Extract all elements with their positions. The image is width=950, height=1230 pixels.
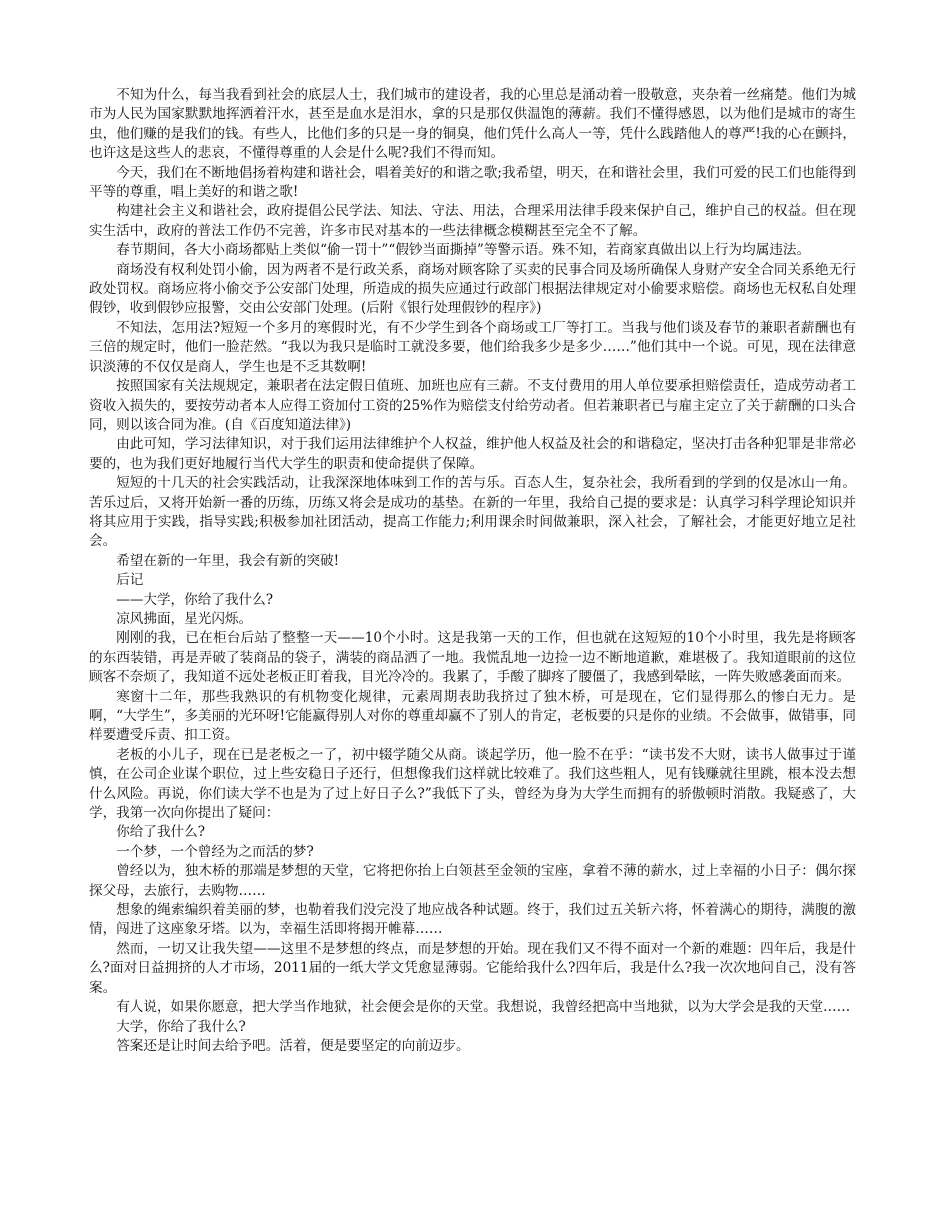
paragraph: 不知法，怎用法?短短一个多月的寒假时光，有不少学生到各个商场或工厂等打工。当我与他们谈及春节的兼职者薪酬也有三倍的规定时，他们一脸茫然。“我以为我只是临时工就没多要，他们给我多少是多少……”他们其中一个说。可见，现在法律意识淡薄的不仅仅是商人，学生也是不乏其数啊! [89, 319, 856, 375]
paragraph: 曾经以为，独木桥的那端是梦想的天堂，它将把你抬上白领甚至金领的宝座，拿着不薄的薪水，过上幸福的小日子：偶尔探探父母，去旅行，去购物…… [89, 863, 856, 899]
paragraph: 商场没有权利处罚小偷，因为两者不是行政关系，商场对顾客除了买卖的民事合同及场所确保人身财产安全合同关系绝无行政处罚权。商场应将小偷交予公安部门处理，所造成的损失应通过行政部门根据法律规定对小偷要求赔偿。商场也无权私自处理假钞，收到假钞应报警，交由公安部门处理。(后附《银行处理假钞的程序》) [89, 261, 856, 317]
section-subtitle: ——大学，你给了我什么? [116, 591, 274, 608]
paragraph: 刚刚的我，已在柜台后站了整整一天——10个小时。这是我第一天的工作，但也就在这短短的10个小时里，我先是将顾客的东西装错，再是弄破了装商品的袋子，满装的商品洒了一地。我慌乱地一边捡一边不断地道歉，难堪极了。我知道眼前的这位顾客不奈烦了，我知道不远处老板正盯着我，目光冷冷的。我累了，手酸了脚疼了腰僵了，我感到晕眩，一阵失败感袭面而来。 [89, 630, 856, 686]
paragraph: 大学，你给了我什么? [116, 1018, 246, 1035]
paragraph: 今天，我们在不断地倡扬着构建和谐社会，唱着美好的和谐之歌;我希望，明天，在和谐社会里，我们可爱的民工们也能得到平等的尊重，唱上美好的和谐之歌! [89, 164, 856, 201]
paragraph: 你给了我什么? [116, 824, 206, 841]
paragraph: 答案还是让时间去给予吧。活着，便是要坚定的向前迈步。 [116, 1037, 470, 1054]
paragraph: 不知为什么，每当我看到社会的底层人士，我们城市的建设者，我的心里总是涌动着一股敬意，夹杂着一丝痛楚。他们为城市为人民为国家默默地挥洒着汗水，甚至是血水是泪水，拿的只是那仅供温饱的薄薪。我们不懂得感恩，以为他们是城市的寄生虫，他们赚的是我们的钱。有些人，比他们多的只是一身的铜臭，他们凭什么高人一等，凭什么践踏他人的尊严!我的心在颤抖，也许这是这些人的悲哀，不懂得尊重的人会是什么呢?我们不得而知。 [89, 87, 856, 162]
paragraph: 有人说，如果你愿意，把大学当作地狱，社会便会是你的天堂。我想说，我曾经把高中当地狱，以为大学会是我的天堂…… [116, 999, 851, 1016]
paragraph: 构建社会主义和谐社会，政府提倡公民学法、知法、守法、用法，合理采用法律手段来保护自己，维护自己的权益。但在现实生活中，政府的普法工作仍不完善，许多市民对基本的一些法律概念模糊甚至完全不了解。 [89, 203, 856, 239]
section-heading: 后记 [116, 572, 144, 589]
paragraph: 由此可知，学习法律知识，对于我们运用法律维护个人权益，维护他人权益及社会的和谐稳定，坚决打击各种犯罪是非常必要的，也为我们更好地履行当代大学生的职责和使命提供了保障。 [89, 436, 856, 472]
paragraph: 短短的十几天的社会实践活动，让我深深地体味到工作的苦与乐。百态人生，复杂社会，我所看到的学到的仅是冰山一角。苦乐过后，又将开始新一番的历练，历练又将会是成功的基垫。在新的一年里，我给自己提的要求是：认真学习科学理论知识并将其应用于实践，指导实践;积极参加社团活动，提高工作能力;利用课余时间做兼职，深入社会，了解社会，才能更好地立足社会。 [89, 475, 856, 550]
paragraph: 希望在新的一年里，我会有新的突破! [116, 552, 340, 569]
paragraph: 然而，一切又让我失望——这里不是梦想的终点，而是梦想的开始。现在我们又不得不面对一个新的难题：四年后，我是什么?面对日益拥挤的人才市场，2011届的一纸大学文凭愈显薄弱。它能给我什么?四年后，我是什么?我一次次地问自己，没有答案。 [89, 940, 856, 996]
paragraph: 凉风拂面，星光闪烁。 [116, 610, 253, 627]
paragraph: 春节期间，各大小商场都贴上类似“偷一罚十”“假钞当面撕掉”等警示语。殊不知，若商家真做出以上行为均属违法。 [116, 242, 811, 259]
paragraph: 按照国家有关法规规定，兼职者在法定假日值班、加班也应有三薪。不支付费用的用人单位要承担赔偿责任，造成劳动者工资收入损失的，要按劳动者本人应得工资加付工资的25%作为赔偿支付给劳动者。但若兼职者已与雇主定立了关于薪酬的口头合同，则以该合同为准。(自《百度知道法律》) [89, 378, 856, 433]
paragraph: 老板的小儿子，现在已是老板之一了，初中辍学随父从商。谈起学历，他一脸不在乎：“读书发不大财，读书人做事过于谨慎，在公司企业谋个职位，过上些安稳日子还行，但想像我们这样就比较难了。我们这些粗人，见有钱赚就往里跳，根本没去想什么风险。再说，你们读大学不也是为了过上好日子么?”我低下了头，曾经为身为大学生而拥有的骄傲顿时消散。我疑惑了，大学，我第一次向你提出了疑问： [89, 746, 856, 822]
paragraph: 想象的绳索编织着美丽的梦，也勒着我们没完没了地应战各种试题。终于，我们过五关斩六将，怀着满心的期待，满腹的激情，闯进了这座象牙塔。以为，幸福生活即将揭开帷幕…… [89, 902, 856, 938]
paragraph: 一个梦，一个曾经为之而活的梦? [116, 843, 314, 860]
paragraph: 寒窗十二年，那些我熟识的有机物变化规律，元素周期表助我挤过了独木桥，可是现在，它们显得那么的惨白无力。是啊，“大学生”，多美丽的光环呀!它能赢得别人对你的尊重却赢不了别人的肯定，老板要的只是你的业绩。不会做事，做错事，同样要遭受斥责、扣工资。 [89, 688, 857, 744]
